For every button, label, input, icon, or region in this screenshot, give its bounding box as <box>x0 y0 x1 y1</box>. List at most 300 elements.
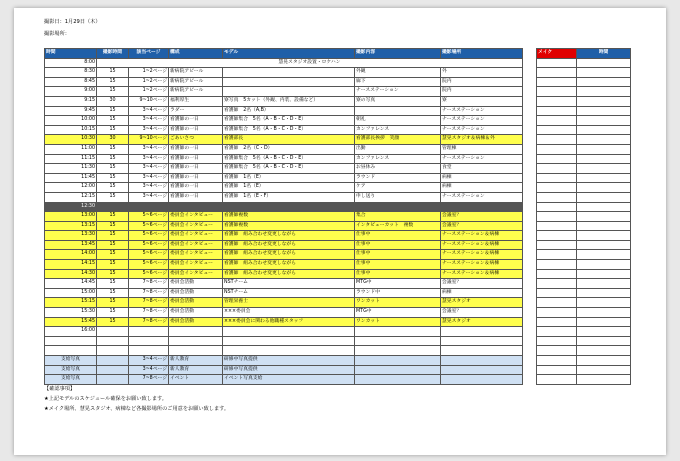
makeup-cell <box>537 298 577 308</box>
table-row <box>45 68 523 78</box>
page-cell <box>129 327 169 337</box>
dur-cell: 15 <box>97 269 129 279</box>
makeup-row <box>537 183 631 193</box>
header-cell: モデル <box>223 49 355 59</box>
makeup-time-cell <box>577 96 631 106</box>
content-cell: ワンカット <box>355 298 441 308</box>
makeup-cell <box>537 77 577 87</box>
time-cell: 12:00 <box>45 183 97 193</box>
page-cell <box>129 346 169 356</box>
page-cell: 9~10ページ <box>129 96 169 106</box>
dur-cell: 15 <box>97 279 129 289</box>
dur-cell: 15 <box>97 192 129 202</box>
section-cell <box>169 327 223 337</box>
time-cell: 支給写真 <box>45 365 97 375</box>
dur-cell: 15 <box>97 87 129 97</box>
model-cell: 看護師 組み合わせ変更しながら <box>223 260 355 270</box>
section-cell: 委員会活動 <box>169 298 223 308</box>
model-cell: 管理栄養士 <box>223 298 355 308</box>
makeup-cell <box>537 125 577 135</box>
place-cell <box>441 356 523 366</box>
time-cell: 14:00 <box>45 250 97 260</box>
makeup-time-cell <box>577 125 631 135</box>
dur-cell <box>97 336 129 346</box>
page-cell: 5~6ページ <box>129 212 169 222</box>
time-cell: 15:30 <box>45 308 97 318</box>
model-cell: 看護師 組み合わせ変更しながら <box>223 231 355 241</box>
content-cell: 廊下 <box>355 77 441 87</box>
notes-title: 【確認事項】 <box>44 386 76 392</box>
place-cell: 院内 <box>441 87 523 97</box>
dur-cell: 15 <box>97 298 129 308</box>
content-cell: ケア <box>355 183 441 193</box>
model-cell: 看護師 2名（A,B） <box>223 106 355 116</box>
content-cell: 仕事中 <box>355 231 441 241</box>
section-cell: 新人教育 <box>169 356 223 366</box>
content-cell: ワンカット <box>355 317 441 327</box>
makeup-cell <box>537 58 577 68</box>
model-cell <box>223 202 355 212</box>
makeup-cell <box>537 365 577 375</box>
model-cell: 看護師 2名（C・D） <box>223 144 355 154</box>
makeup-time-cell <box>577 221 631 231</box>
dur-cell: 15 <box>97 154 129 164</box>
place-cell: ナースステーション＆病棟 <box>441 260 523 270</box>
dur-cell: 15 <box>97 212 129 222</box>
makeup-cell <box>537 317 577 327</box>
section-cell: 新病院アピール <box>169 68 223 78</box>
model-cell: NSTチーム <box>223 279 355 289</box>
place-cell: 寮 <box>441 96 523 106</box>
table-row <box>45 356 523 366</box>
section-cell: 看護師の一日 <box>169 164 223 174</box>
makeup-time-cell <box>577 375 631 385</box>
time-cell: 14:30 <box>45 269 97 279</box>
model-cell: 看護師複数 <box>223 221 355 231</box>
makeup-time-cell <box>577 250 631 260</box>
table-row <box>45 144 523 154</box>
dur-cell <box>97 202 129 212</box>
content-cell: お昼休み <box>355 164 441 174</box>
schedule-header-row <box>45 49 523 59</box>
makeup-time-cell <box>577 365 631 375</box>
makeup-time-cell <box>577 308 631 318</box>
page-cell: 3~4ページ <box>129 116 169 126</box>
content-cell: 朝礼 <box>355 116 441 126</box>
makeup-cell <box>537 212 577 222</box>
dur-cell: 15 <box>97 240 129 250</box>
table-row <box>45 183 523 193</box>
makeup-cell <box>537 288 577 298</box>
model-cell: 看護師集合 5名（A・B・C・D・E） <box>223 116 355 126</box>
makeup-cell <box>537 231 577 241</box>
table-row <box>45 336 523 346</box>
makeup-time-cell <box>577 260 631 270</box>
place-cell: 会議室？ <box>441 279 523 289</box>
model-cell <box>223 77 355 87</box>
model-cell: 看護師集合 5名（A・B・C・D・E） <box>223 164 355 174</box>
time-cell: 15:15 <box>45 298 97 308</box>
content-cell: ラウンド中 <box>355 288 441 298</box>
makeup-row <box>537 269 631 279</box>
place-cell: ナースステーション＆病棟 <box>441 269 523 279</box>
schedule-page <box>14 8 666 455</box>
section-cell: ラダー <box>169 106 223 116</box>
place-cell: ナースステーション <box>441 125 523 135</box>
makeup-cell <box>537 260 577 270</box>
makeup-time-cell <box>577 164 631 174</box>
section-cell: 新人教育 <box>169 365 223 375</box>
dur-cell <box>97 375 129 385</box>
page-cell: 5~6ページ <box>129 240 169 250</box>
table-row <box>45 116 523 126</box>
content-cell <box>355 327 441 337</box>
place-cell: ナースステーション＆病棟 <box>441 231 523 241</box>
place-cell <box>441 365 523 375</box>
makeup-time-cell <box>577 135 631 145</box>
section-cell: 看護師の一日 <box>169 154 223 164</box>
makeup-cell <box>537 240 577 250</box>
table-row <box>45 260 523 270</box>
model-cell: NSTチーム <box>223 288 355 298</box>
time-cell: 8:45 <box>45 77 97 87</box>
time-cell: 15:00 <box>45 288 97 298</box>
dur-cell: 30 <box>97 135 129 145</box>
dur-cell: 15 <box>97 231 129 241</box>
table-row <box>45 154 523 164</box>
makeup-cell <box>537 336 577 346</box>
time-cell: 13:45 <box>45 240 97 250</box>
header-cell-time: 時間 <box>577 49 631 59</box>
time-cell: 8:30 <box>45 68 97 78</box>
table-row <box>45 298 523 308</box>
dur-cell: 30 <box>97 96 129 106</box>
dur-cell: 15 <box>97 68 129 78</box>
page-cell: 7~8ページ <box>129 288 169 298</box>
makeup-row <box>537 164 631 174</box>
makeup-time-cell <box>577 202 631 212</box>
makeup-cell <box>537 116 577 126</box>
makeup-time-cell <box>577 288 631 298</box>
makeup-row <box>537 212 631 222</box>
section-cell: 福利厚生 <box>169 96 223 106</box>
section-cell: 看護師の一日 <box>169 144 223 154</box>
section-cell: 委員会活動 <box>169 308 223 318</box>
makeup-time-cell <box>577 269 631 279</box>
header-cell: 撮影内容 <box>355 49 441 59</box>
makeup-row <box>537 144 631 154</box>
page-cell: 3~4ページ <box>129 106 169 116</box>
content-cell <box>355 375 441 385</box>
makeup-row <box>537 87 631 97</box>
content-cell: 申し送り <box>355 192 441 202</box>
place-cell: 慧晃スタジオ＆病棟＆外 <box>441 135 523 145</box>
makeup-cell <box>537 68 577 78</box>
section-cell: 委員会インタビュー <box>169 212 223 222</box>
model-cell: 看護師 1名（E） <box>223 173 355 183</box>
time-cell: 9:45 <box>45 106 97 116</box>
makeup-cell <box>537 96 577 106</box>
makeup-row <box>537 346 631 356</box>
table-row <box>45 269 523 279</box>
content-cell: カンファレンス <box>355 154 441 164</box>
table-row <box>45 192 523 202</box>
table-row <box>45 317 523 327</box>
section-cell: 看護師の一日 <box>169 192 223 202</box>
table-row <box>45 135 523 145</box>
content-cell <box>355 346 441 356</box>
model-cell: 看護師 1名（E・F） <box>223 192 355 202</box>
content-cell: 寮の写真 <box>355 96 441 106</box>
place-cell: ナースステーション <box>441 192 523 202</box>
page-cell: 7~8ページ <box>129 317 169 327</box>
time-cell: 10:30 <box>45 135 97 145</box>
model-cell: ×××委員会に関わる他職種スタッフ <box>223 317 355 327</box>
place-cell: ナースステーション＆病棟 <box>441 250 523 260</box>
table-row <box>45 202 523 212</box>
dur-cell: 15 <box>97 221 129 231</box>
dur-cell: 15 <box>97 116 129 126</box>
page-cell: 7~8ページ <box>129 279 169 289</box>
makeup-cell <box>537 269 577 279</box>
dur-cell <box>97 327 129 337</box>
dur-cell: 15 <box>97 260 129 270</box>
place-cell: 外 <box>441 68 523 78</box>
section-cell: イベント <box>169 375 223 385</box>
makeup-row <box>537 106 631 116</box>
table-row <box>45 106 523 116</box>
makeup-row <box>537 58 631 68</box>
section-cell <box>169 336 223 346</box>
section-cell: 委員会インタビュー <box>169 269 223 279</box>
page-cell: 5~6ページ <box>129 221 169 231</box>
page-cell: 1~2ページ <box>129 87 169 97</box>
content-cell: 仕事中 <box>355 250 441 260</box>
place-cell <box>441 327 523 337</box>
makeup-row <box>537 375 631 385</box>
makeup-row <box>537 240 631 250</box>
table-row <box>45 164 523 174</box>
model-cell <box>223 346 355 356</box>
content-cell: 看護部長挨拶 笑顔 <box>355 135 441 145</box>
shoot-date: 撮影日：1月29日（木） <box>44 19 101 25</box>
makeup-time-cell <box>577 231 631 241</box>
makeup-time-cell <box>577 77 631 87</box>
content-cell <box>355 365 441 375</box>
place-cell: 院内 <box>441 77 523 87</box>
makeup-cell <box>537 144 577 154</box>
table-row <box>45 212 523 222</box>
page-cell: 7~8ページ <box>129 308 169 318</box>
makeup-time-cell <box>577 183 631 193</box>
page-cell: 3~4ページ <box>129 125 169 135</box>
makeup-time-cell <box>577 154 631 164</box>
time-cell: 支給写真 <box>45 356 97 366</box>
makeup-row <box>537 260 631 270</box>
table-row <box>45 375 523 385</box>
time-cell: 10:00 <box>45 116 97 126</box>
model-cell: 看護師 組み合わせ変更しながら <box>223 240 355 250</box>
section-cell: 看護師の一日 <box>169 173 223 183</box>
page-cell: 3~4ページ <box>129 154 169 164</box>
makeup-row <box>537 96 631 106</box>
content-cell <box>355 106 441 116</box>
page-cell: 3~4ページ <box>129 144 169 154</box>
time-cell: 13:00 <box>45 212 97 222</box>
dur-cell: 15 <box>97 164 129 174</box>
page-cell: 3~4ページ <box>129 365 169 375</box>
makeup-time-cell <box>577 336 631 346</box>
dur-cell: 15 <box>97 106 129 116</box>
model-cell: 看護師複数 <box>223 212 355 222</box>
model-cell: 看護師 組み合わせ変更しながら <box>223 269 355 279</box>
section-cell: 看護師の一日 <box>169 116 223 126</box>
dur-cell: 15 <box>97 144 129 154</box>
page-cell: 1~2ページ <box>129 68 169 78</box>
page-cell <box>129 202 169 212</box>
notes-item: ★上記モデルのスケジュール確保をお願い致します。 <box>44 396 167 402</box>
model-cell <box>223 336 355 346</box>
table-row <box>45 327 523 337</box>
table-row <box>45 231 523 241</box>
makeup-row <box>537 154 631 164</box>
makeup-cell <box>537 279 577 289</box>
makeup-cell <box>537 375 577 385</box>
makeup-cell <box>537 346 577 356</box>
makeup-time-cell <box>577 58 631 68</box>
table-row <box>45 240 523 250</box>
table-row <box>45 96 523 106</box>
header-cell-makeup: メイク <box>537 49 577 59</box>
table-row <box>45 173 523 183</box>
makeup-time-cell <box>577 106 631 116</box>
place-cell <box>441 202 523 212</box>
dur-cell: 15 <box>97 250 129 260</box>
makeup-row <box>537 173 631 183</box>
makeup-time-cell <box>577 192 631 202</box>
place-cell: ナースステーション＆病棟 <box>441 240 523 250</box>
time-cell: 8:00 <box>45 58 97 68</box>
content-cell <box>355 202 441 212</box>
time-cell <box>45 336 97 346</box>
makeup-time-cell <box>577 298 631 308</box>
content-cell <box>355 356 441 366</box>
content-cell: 慧晃スタジオ設置・ロケハン <box>97 58 523 68</box>
section-cell: 看護師の一日 <box>169 125 223 135</box>
makeup-time-cell <box>577 279 631 289</box>
makeup-row <box>537 288 631 298</box>
makeup-cell <box>537 87 577 97</box>
makeup-time-cell <box>577 68 631 78</box>
section-cell: 委員会インタビュー <box>169 250 223 260</box>
makeup-row <box>537 68 631 78</box>
makeup-cell <box>537 202 577 212</box>
section-cell: ごあいさつ <box>169 135 223 145</box>
table-row <box>45 250 523 260</box>
page-cell: 5~6ページ <box>129 250 169 260</box>
section-cell: 委員会インタビュー <box>169 231 223 241</box>
place-cell: 病棟 <box>441 288 523 298</box>
section-cell: 新病院アピール <box>169 77 223 87</box>
page-cell: 3~4ページ <box>129 173 169 183</box>
notes <box>44 384 229 414</box>
content-cell: 出勤 <box>355 144 441 154</box>
makeup-table <box>536 48 631 385</box>
model-cell <box>223 68 355 78</box>
makeup-cell <box>537 164 577 174</box>
makeup-row <box>537 231 631 241</box>
header-cell: 該当ページ <box>129 49 169 59</box>
makeup-time-cell <box>577 173 631 183</box>
makeup-cell <box>537 183 577 193</box>
shoot-location: 撮影場所： <box>44 31 70 37</box>
page-cell: 7~8ページ <box>129 375 169 385</box>
makeup-row <box>537 298 631 308</box>
place-cell <box>441 375 523 385</box>
makeup-row <box>537 221 631 231</box>
time-cell: 9:15 <box>45 96 97 106</box>
dur-cell: 15 <box>97 77 129 87</box>
time-cell: 10:15 <box>45 125 97 135</box>
dur-cell <box>97 356 129 366</box>
model-cell: 看護師集合 5名（A・B・C・D・E） <box>223 125 355 135</box>
page-cell: 3~4ページ <box>129 356 169 366</box>
time-cell: 15:45 <box>45 317 97 327</box>
dur-cell: 15 <box>97 308 129 318</box>
time-cell: 14:45 <box>45 279 97 289</box>
table-row <box>45 87 523 97</box>
time-cell: 14:15 <box>45 260 97 270</box>
makeup-cell <box>537 308 577 318</box>
content-cell: ナースステーション <box>355 87 441 97</box>
content-cell: 外観 <box>355 68 441 78</box>
header-cell: 撮影場所 <box>441 49 523 59</box>
time-cell: 支給写真 <box>45 375 97 385</box>
page-cell: 3~4ページ <box>129 164 169 174</box>
makeup-cell <box>537 135 577 145</box>
section-cell: 委員会活動 <box>169 317 223 327</box>
content-cell: 仕事中 <box>355 240 441 250</box>
content-cell: 仕事中 <box>355 260 441 270</box>
time-cell: 11:00 <box>45 144 97 154</box>
table-row <box>45 125 523 135</box>
page-cell: 5~6ページ <box>129 231 169 241</box>
makeup-time-cell <box>577 346 631 356</box>
makeup-cell <box>537 221 577 231</box>
content-cell <box>355 336 441 346</box>
time-cell: 11:15 <box>45 154 97 164</box>
time-cell: 16:00 <box>45 327 97 337</box>
makeup-header-row <box>537 49 631 59</box>
time-cell: 11:30 <box>45 164 97 174</box>
page-cell: 5~6ページ <box>129 269 169 279</box>
model-cell: ×××委員会 <box>223 308 355 318</box>
table-row <box>45 77 523 87</box>
makeup-row <box>537 202 631 212</box>
dur-cell: 15 <box>97 125 129 135</box>
dur-cell <box>97 365 129 375</box>
section-cell <box>169 346 223 356</box>
schedule-table <box>44 48 523 385</box>
notes-item: ★メイク場所、慧晃スタジオ、病棟など各撮影場所のご用意をお願い致します。 <box>44 406 230 412</box>
time-cell: 12:30 <box>45 202 97 212</box>
table-row <box>45 288 523 298</box>
model-cell: 研修中写真提供 <box>223 365 355 375</box>
table-row <box>45 58 523 68</box>
place-cell: 食堂 <box>441 164 523 174</box>
makeup-time-cell <box>577 212 631 222</box>
header-cell: 撮影時間 <box>97 49 129 59</box>
